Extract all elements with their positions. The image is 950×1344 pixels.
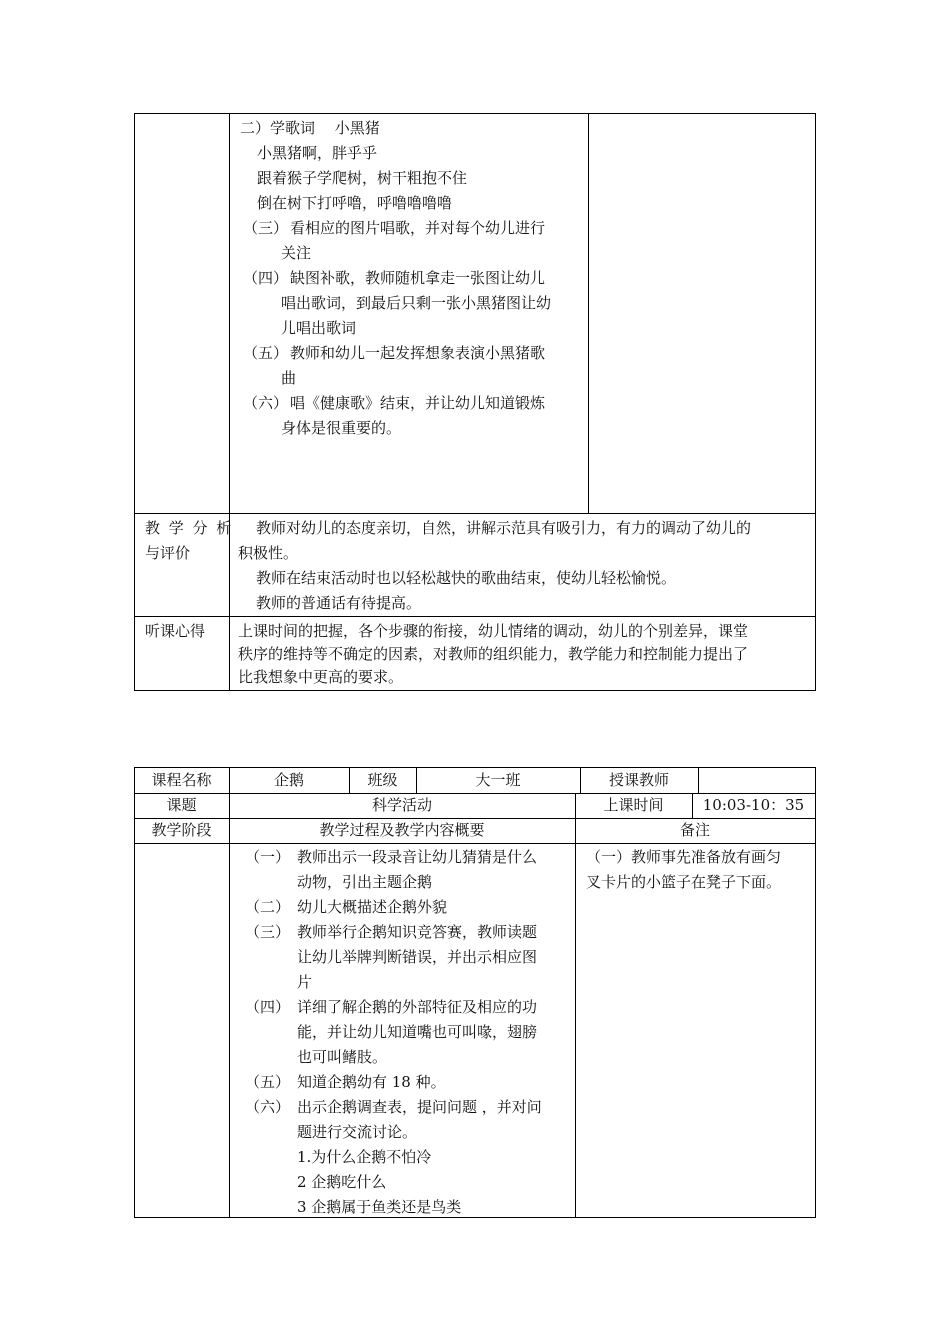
table2-row-divider [134, 843, 816, 844]
table1-left-border [134, 113, 135, 691]
step-text: 教师举行企鹅知识竞答赛，教师读题 [297, 923, 538, 941]
table2-col-divider [698, 767, 699, 793]
course-name-label: 课程名称 [151, 771, 212, 789]
process-label: 教学过程及教学内容概要 [319, 821, 485, 839]
step-text: 也可叫鳍肢。 [297, 1048, 388, 1066]
step-text: 让幼儿举牌判断错误，并出示相应图 [297, 948, 538, 966]
reflection-text: 秩序的维持等不确定的因素，对教师的组织能力，教学能力和控制能力提出了 [238, 645, 749, 663]
step-text: 教师出示一段录音让幼儿猜猜是什么 [297, 848, 538, 866]
step-text: 缺图补歌，教师随机拿走一张图让幼儿 [290, 269, 546, 287]
analysis-text: 积极性。 [238, 544, 299, 562]
note-text: （一）教师事先准备放有画匀 [586, 848, 782, 866]
analysis-text: 教师对幼儿的态度亲切，自然，讲解示范具有吸引力，有力的调动了幼儿的 [256, 519, 752, 537]
lyrics-line: 跟着猴子学爬树，树干粗抱不住 [257, 169, 468, 187]
step-text: 身体是很重要的。 [281, 419, 402, 437]
table1-right-border [815, 113, 816, 691]
analysis-text: 教师的普通话有待提高。 [256, 594, 422, 612]
step-text: 幼儿大概描述企鹅外貌 [297, 898, 448, 916]
table1-row-divider [134, 513, 816, 514]
notes-label: 备注 [679, 821, 710, 839]
table1-col-divider [588, 113, 589, 513]
step-label: （六） [245, 1098, 291, 1116]
class-label: 班级 [367, 771, 398, 789]
step-text: 教师和幼儿一起发挥想象表演小黑猪歌 [290, 344, 546, 362]
step-text: 唱《健康歌》结束，并让幼儿知道锻炼 [290, 394, 546, 412]
step-text: 详细了解企鹅的外部特征及相应的功 [297, 998, 538, 1016]
step-text: 关注 [281, 244, 312, 262]
table1-col-divider [229, 113, 230, 691]
step-text: 题进行交流讨论。 [297, 1123, 418, 1141]
table1-top-border [134, 113, 816, 114]
reflection-text: 上课时间的把握，各个步骤的衔接，幼儿情绪的调动，幼儿的个别差异，课堂 [238, 622, 749, 640]
step-label: （一） [245, 848, 291, 866]
step-label: （三） [243, 219, 289, 237]
step-text: 3 企鹅属于鱼类还是鸟类 [297, 1198, 462, 1216]
analysis-label: 与评价 [145, 544, 191, 562]
time-value: 10:03-10：35 [702, 796, 805, 814]
step-text: 1.为什么企鹅不怕冷 [297, 1148, 432, 1166]
table2-right-border [815, 767, 816, 1218]
step-text: 片 [297, 973, 313, 991]
step-label: （四） [245, 998, 291, 1016]
reflection-label: 听课心得 [145, 622, 206, 640]
topic-label: 课题 [166, 796, 197, 814]
lyrics-line: 倒在树下打呼噜，呼噜噜噜噜 [257, 194, 453, 212]
course-name-value: 企鹅 [273, 771, 304, 789]
step-label: （五） [243, 344, 289, 362]
note-text: 叉卡片的小篮子在凳子下面。 [586, 873, 782, 891]
step-label: （三） [245, 923, 291, 941]
analysis-text: 教师在结束活动时也以轻松越快的歌曲结束，使幼儿轻松愉悦。 [256, 569, 677, 587]
topic-value: 科学活动 [371, 796, 432, 814]
step-label: （六） [243, 394, 289, 412]
step-label: （五） [245, 1073, 291, 1091]
class-value: 大一班 [475, 771, 521, 789]
step-text: 知道企鹅幼有 18 种。 [297, 1073, 446, 1091]
lyrics-heading: 二）学歌词 小黑猪 [240, 119, 380, 137]
table2-col-divider [575, 793, 576, 1218]
step-label: （二） [245, 898, 291, 916]
step-text: 看相应的图片唱歌，并对每个幼儿进行 [290, 219, 546, 237]
step-text: 动物，引出主题企鹅 [297, 873, 433, 891]
step-text: 出示企鹅调查表，提问问题 ，并对问 [297, 1098, 542, 1116]
time-label: 上课时间 [603, 796, 664, 814]
step-text: 儿唱出歌词 [281, 319, 357, 337]
step-text: 2 企鹅吃什么 [297, 1173, 387, 1191]
lyrics-line: 小黑猪啊，胖乎乎 [257, 144, 378, 162]
step-text: 曲 [281, 369, 297, 387]
stage-label: 教学阶段 [151, 821, 212, 839]
reflection-text: 比我想象中更高的要求。 [238, 668, 404, 686]
step-text: 唱出歌词，到最后只剩一张小黑猪图让幼 [281, 294, 552, 312]
table1-row-divider [134, 616, 816, 617]
step-label: （四） [243, 269, 289, 287]
analysis-label: 教 学 分 析 [145, 519, 234, 537]
teacher-label: 授课教师 [608, 771, 669, 789]
step-text: 能，并让幼儿知道嘴也可叫喙，翅膀 [297, 1023, 538, 1041]
table1-bottom-border [134, 690, 816, 691]
table2-bottom-border [134, 1217, 816, 1218]
